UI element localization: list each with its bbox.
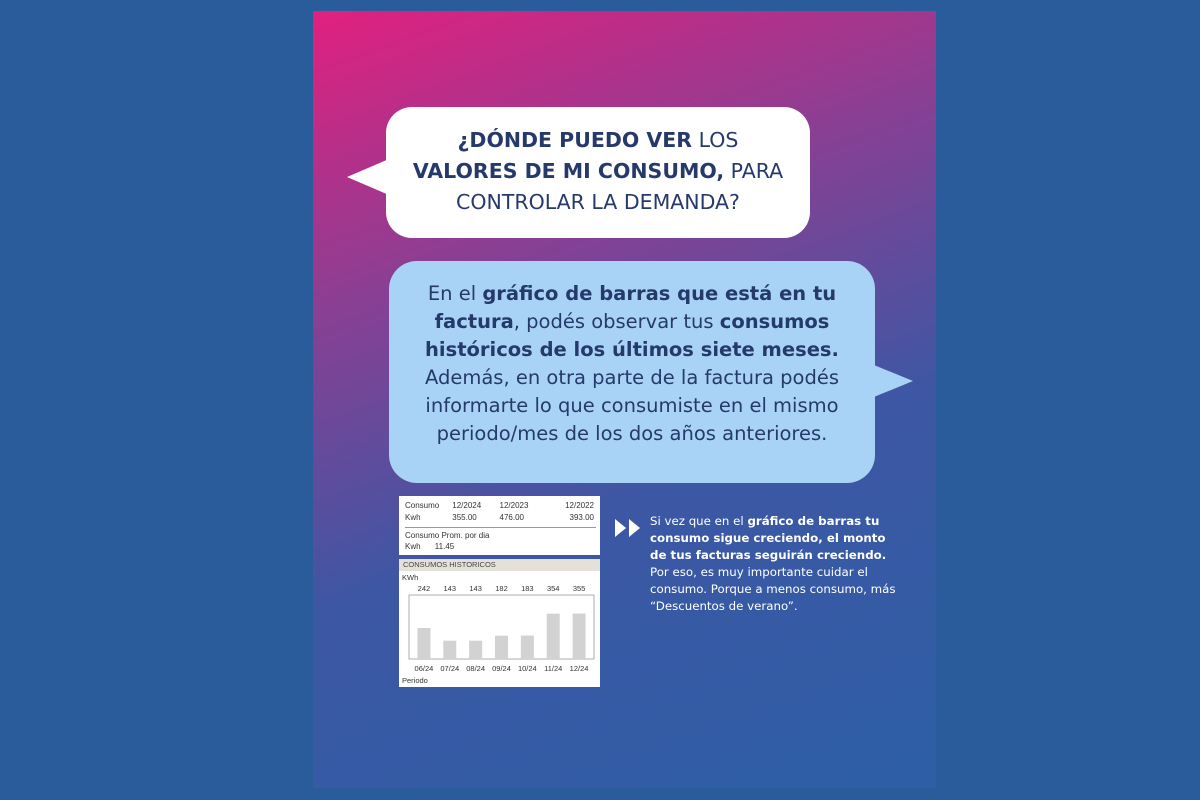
bar-value-label: 242 <box>417 584 431 593</box>
invoice-consumption-table <box>399 496 600 555</box>
consumo-label: Consumo <box>405 501 440 510</box>
bar-value-label: 354 <box>546 584 560 593</box>
question-text-1: LOS <box>692 128 739 152</box>
bar-value-label: 143 <box>443 584 457 593</box>
question-bubble <box>386 107 810 238</box>
bar-07/24 <box>443 641 456 659</box>
poster <box>313 11 936 788</box>
answer-bubble <box>389 261 875 483</box>
bar-value-label: 143 <box>469 584 482 593</box>
bar-06/24 <box>417 628 430 659</box>
question-bubble-tail <box>347 159 389 195</box>
kwh-label: Kwh <box>405 513 421 522</box>
chart-title: CONSUMOS HISTORICOS <box>399 559 600 571</box>
category-label: 12/24 <box>569 664 589 673</box>
kwh-value-1: 355.00 <box>452 513 477 522</box>
prom-unit: Kwh <box>405 542 421 551</box>
kwh-value-3: 393.00 <box>569 513 594 522</box>
side-text-1: Si vez que en el <box>650 514 748 528</box>
double-arrow-icon <box>613 516 645 540</box>
category-label: 11/24 <box>544 664 563 673</box>
side-note <box>650 513 905 615</box>
chart-ylabel: KWh <box>402 573 419 582</box>
bar-12/24 <box>573 614 586 659</box>
chart-svg <box>399 571 600 687</box>
consumption-bar-chart <box>399 559 600 687</box>
category-label: 07/24 <box>440 664 460 673</box>
side-text-2: Por eso, es muy importante cuidar el consumo. Porque a menos consumo, más “Descuentos de verano”. <box>650 565 896 613</box>
question-text-2: PARA <box>724 159 784 183</box>
question-bold-2: VALORES DE MI CONSUMO, <box>412 159 725 183</box>
bar-09/24 <box>495 636 508 659</box>
bar-value-label: 182 <box>495 584 508 593</box>
answer-bold-2: consumos históricos de los últimos siete meses. <box>425 310 839 361</box>
bar-08/24 <box>469 641 482 659</box>
category-label: 08/24 <box>466 664 486 673</box>
side-bold-1: gráfico de barras tu consumo sigue creciendo, el monto de tus facturas seguirán creciendo. <box>650 514 887 562</box>
period-1: 12/2024 <box>452 501 482 510</box>
period-2: 12/2023 <box>499 501 529 510</box>
chart-xlabel: Periodo <box>402 676 428 685</box>
bar-value-label: 183 <box>521 584 534 593</box>
category-label: 09/24 <box>492 664 511 673</box>
bar-11/24 <box>547 614 560 659</box>
kwh-value-2: 476.00 <box>499 513 524 522</box>
answer-text-2: , podés observar tus <box>513 310 720 333</box>
category-label: 10/24 <box>517 664 537 673</box>
invoice-divider <box>405 527 596 528</box>
answer-bubble-tail <box>869 363 913 399</box>
bar-value-label: 355 <box>572 584 586 593</box>
answer-text-3: Además, en otra parte de la factura podés informarte lo que consumiste en el mismo periodo/mes de los dos años anteriores. <box>424 366 840 445</box>
answer-text-1: En el <box>427 282 483 305</box>
category-label: 06/24 <box>414 664 434 673</box>
question-text-3: CONTROLAR LA DEMANDA? <box>456 190 740 214</box>
prom-value: 11.45 <box>434 542 455 551</box>
period-3: 12/2022 <box>565 501 594 510</box>
question-bold-1: ¿DÓNDE PUEDO VER <box>457 128 693 152</box>
prom-label: Consumo Prom. por dia <box>405 531 490 540</box>
bar-10/24 <box>521 636 534 659</box>
answer-bold-1: gráfico de barras que está en tu factura <box>434 282 837 333</box>
